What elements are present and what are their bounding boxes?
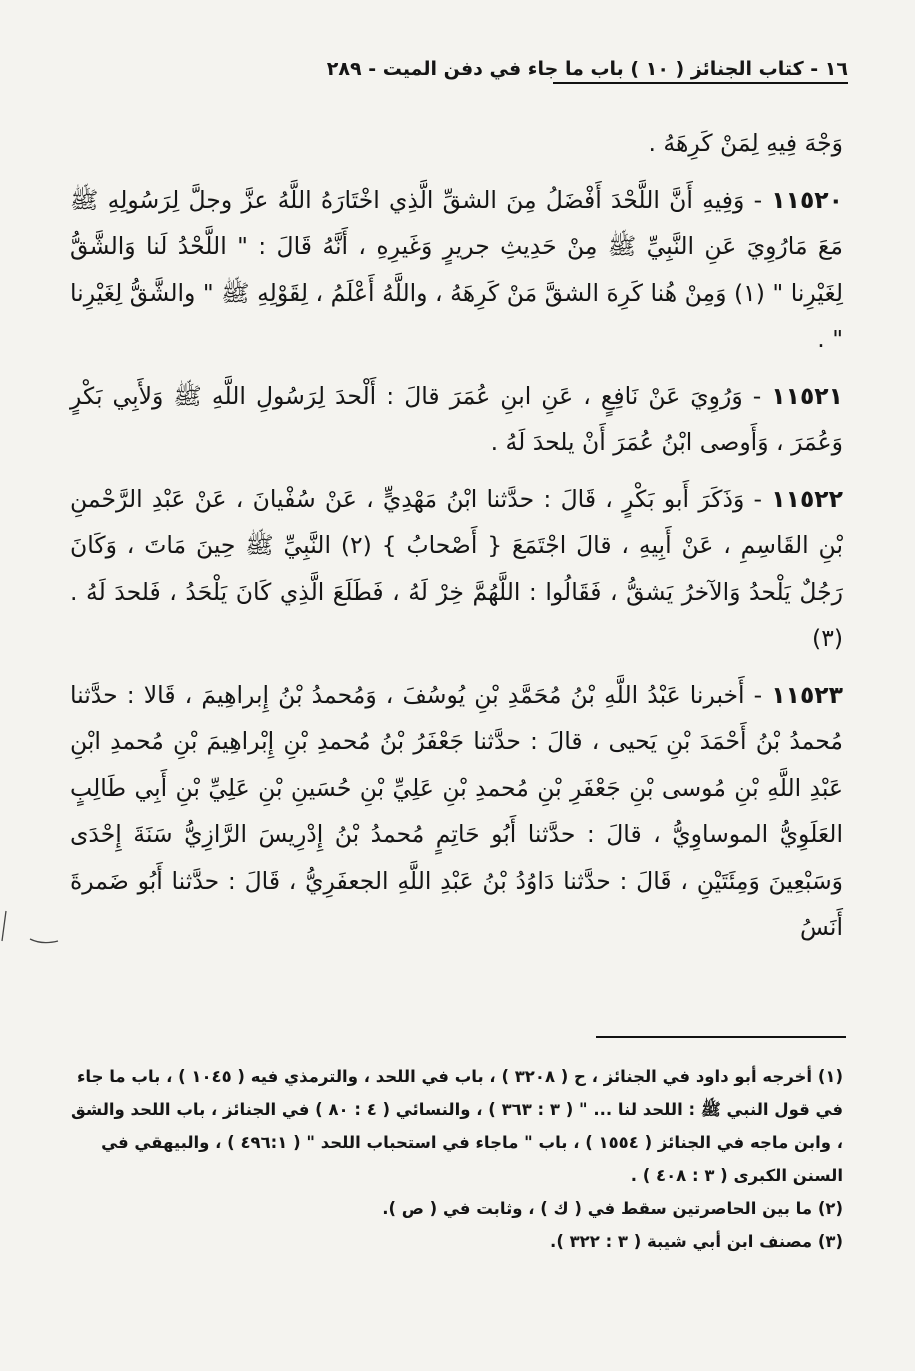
footnote-text: ما بين الحاصرتين سقط في ( ك ) ، وثابت في ( ص ). [382, 1199, 813, 1218]
footnote-rule [596, 1036, 846, 1038]
paragraph-number: ١١٥٢٠ [771, 185, 843, 214]
paragraph-number: ١١٥٢٣ [771, 680, 843, 709]
paragraph-11522 [70, 476, 843, 662]
footnote-text: مصنف ابن أبي شيبة ( ٣ : ٣٢٢ ). [550, 1232, 813, 1251]
paragraph-continuation [70, 120, 843, 167]
header-separator: - [368, 58, 377, 80]
paragraph-text: - وَرُوِيَ عَنْ نَافِعٍ ، عَنِ ابنِ عُمَرَ قالَ : أَلْحدَ لِرَسُولِ اللَّهِ ﷺ وَلأَبِي بَكْرٍ وَعُمَرَ ، وَأَوصى ابْنُ عُمَرَ أَنْ يلحدَ لَهُ . [70, 381, 843, 456]
paragraph-number: ١١٥٢١ [771, 381, 843, 410]
footnote-2 [70, 1192, 843, 1225]
footnote-marker: (٢) [817, 1199, 843, 1218]
running-title [327, 58, 848, 80]
header-rule [553, 82, 848, 84]
paragraph-text: - أَخبرنا عَبْدُ اللَّهِ بْنُ مُحَمَّدِ بْنِ يُوسُفَ ، وَمُحمدُ بْنُ إِبراهِيمَ ، قَالا : حدَّثنا مُحمدُ بْنُ أَحْمَدَ بْنِ يَحيى ، قالَ : حدَّثنا جَعْفَرُ بْنُ مُحمدِ بْنِ إِبْراهِيمَ بْنِ مُحمدِ ابْنِ عَبْدِ اللَّهِ بْنِ مُوسى بْنِ جَعْفَرِ بْنِ مُحمدِ بْنِ عَلِيِّ بْنِ حُسَينِ بْنِ عَلِيِّ بْنِ أَبِي طَالِبٍ العَلَوِيُّ الموساوِيُّ ، قالَ : حدَّثنا أَبُو حَاتِمٍ مُحمدُ بْنُ إِدْرِيسَ الرَّازِيُّ سَنَةَ إِحْدَى وَسَبْعِينَ وَمِئَتَيْنِ ، قَالَ : حدَّثنا دَاوُدُ بْنُ عَبْدِ اللَّهِ الجعفَرِيُّ ، قَالَ : حدَّثنا أَبُو ضَمرةَ أَنَسُ [70, 680, 843, 941]
paragraph-text: - وَفِيهِ أَنَّ اللَّحْدَ أَفْضَلُ مِنَ الشقِّ الَّذِي اخْتَارَهُ اللَّهُ عزَّ وجلَّ لِرَسُولِهِ ﷺ مَعَ مَارُوِيَ عَنِ النَّبِيِّ ﷺ مِنْ حَدِيثِ جريرٍ وَغَيرِهِ ، أَنَّهُ قَالَ : " اللَّحْدُ لَنا وَالشَّقُّ لِغَيْرِنا " (١) وَمِنْ هُنا كَرِهَ الشقَّ مَنْ كَرِهَهُ ، واللَّهُ أَعْلَمُ ، لِقَوْلِهِ ﷺ " والشَّقُّ لِغَيْرِنا " . [70, 185, 843, 353]
main-text [70, 120, 843, 961]
paragraph-11523 [70, 672, 843, 951]
running-title-text: ١٦ - كتاب الجنائز ( ١٠ ) باب ما جاء في دفن الميت [382, 58, 848, 80]
footnote-marker: (١) [817, 1067, 843, 1086]
footnotes [70, 1060, 843, 1258]
page-header [68, 56, 848, 96]
paragraph-11521 [70, 373, 843, 466]
paragraph-text: وَجْهَ فِيهِ لِمَنْ كَرِهَهُ . [648, 129, 843, 157]
footnote-text: أخرجه أبو داود في الجنائز ، ح ( ٣٢٠٨ ) ، باب في اللحد ، والترمذي فيه ( ١٠٤٥ ) ، باب ما جاء في قول النبي ﷺ : اللحد لنا ... " ( ٣ : ٣٦٣ ) ، والنسائي ( ٤ : ٨٠ ) في الجنائز ، باب اللحد والشق ، وابن ماجه في الجنائز ( ١٥٥٤ ) ، باب " ماجاء في استحباب اللحد " ( ٤٩٦:١ ) ، والبيهقي في السنن الكبرى ( ٣ : ٤٠٨ ) . [71, 1067, 843, 1185]
footnote-3 [70, 1225, 843, 1258]
footnote-1 [70, 1060, 843, 1192]
footnote-marker: (٣) [817, 1232, 843, 1251]
paragraph-11520 [70, 177, 843, 363]
paragraph-number: ١١٥٢٢ [771, 484, 843, 513]
margin-pencil-mark [0, 905, 60, 955]
page-number: ٢٨٩ [326, 58, 362, 80]
paragraph-text: - وَذَكَرَ أَبو بَكْرٍ ، قَالَ : حدَّثنا ابْنُ مَهْدِيٍّ ، عَنْ سُفْيانَ ، عَنْ عَبْدِ الرَّحْمنِ بْنِ القَاسِمِ ، عَنْ أَبِيهِ ، قالَ اجْتَمَعَ { أَصْحابُ } (٢) النَّبِيِّ ﷺ حِينَ مَاتَ ، وَكَانَ رَجُلٌ يَلْحدُ وَالآخرُ يَشقُّ ، فَقَالُوا : اللَّهُمَّ خِرْ لَهُ ، فَطَلَعَ الَّذِي كَانَ يَلْحَدُ ، فَلحدَ لَهُ . (٣) [70, 484, 843, 652]
